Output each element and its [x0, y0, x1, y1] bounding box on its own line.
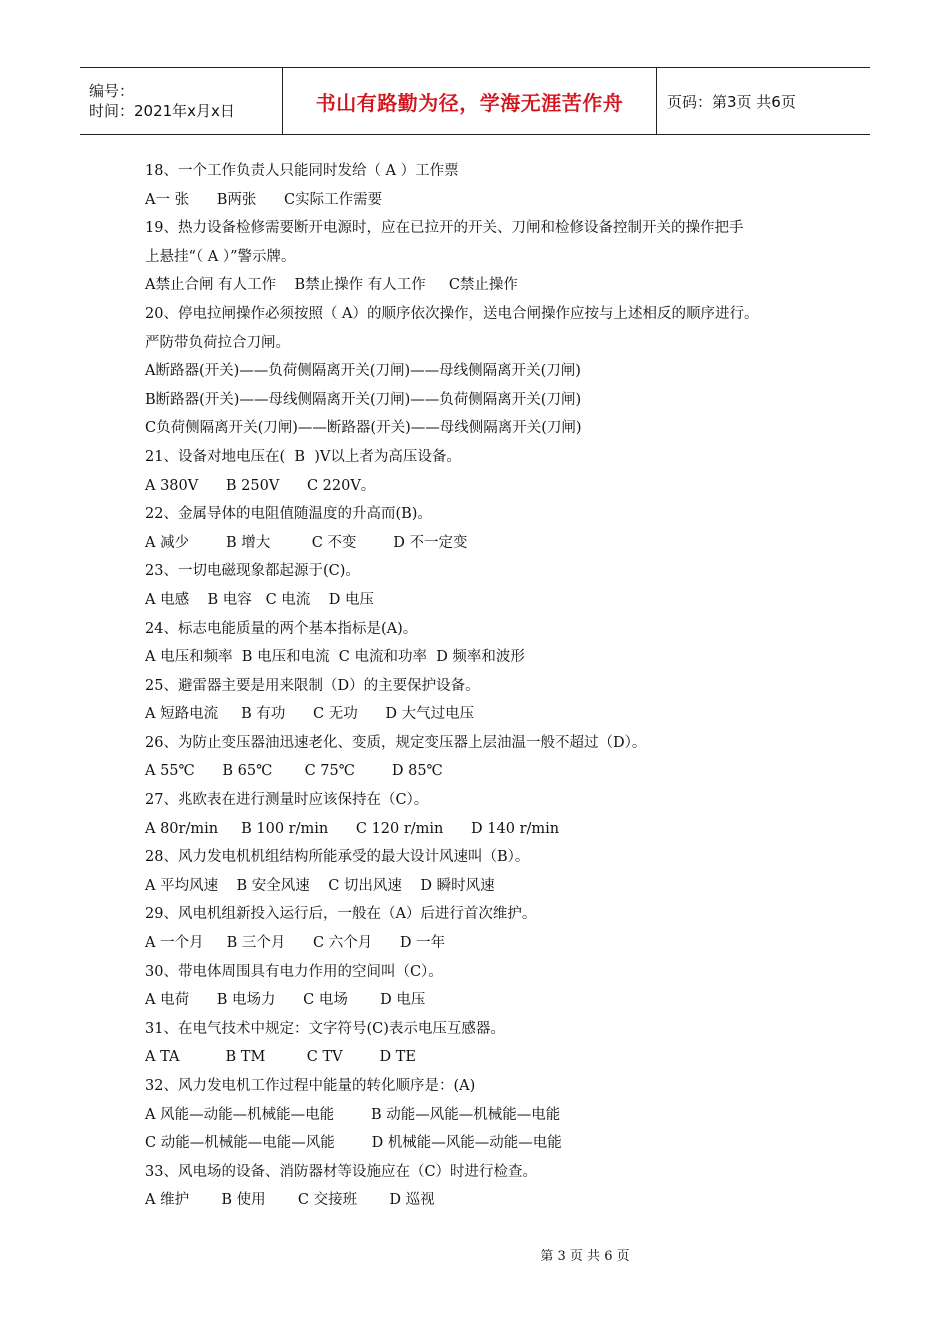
text-line: B断路器(开关)——母线侧隔离开关(刀闸)——负荷侧隔离开关(刀闸): [145, 391, 582, 408]
text-line: A 80r/min B 100 r/min C 120 r/min D 140 r/min: [145, 820, 560, 837]
header-right-cell: [657, 68, 870, 134]
text-line: 26、为防止变压器油迅速老化、变质，规定变压器上层油温一般不超过（D）。: [145, 734, 647, 751]
header-motto-cell: [282, 68, 657, 134]
text-line: 30、带电体周围具有电力作用的空间叫（C）。: [145, 963, 443, 980]
text-line: A 平均风速 B 安全风速 C 切出风速 D 瞬时风速: [145, 877, 495, 894]
text-line: 32、风力发电机工作过程中能量的转化顺序是：(A): [145, 1078, 476, 1094]
text-line: A断路器(开关)——负荷侧隔离开关(刀闸)——母线侧隔离开关(刀闸): [145, 363, 581, 380]
question-list: [145, 157, 835, 1215]
text-line: A 电荷 B 电场力 C 电场 D 电压: [145, 992, 426, 1009]
text-line: 19、热力设备检修需要断开电源时，应在已拉开的开关、刀闸和检修设备控制开关的操作把手: [145, 220, 744, 237]
header-motto: 书山有路勤为径，学海无涯苦作舟: [315, 90, 624, 115]
text-line: 上悬挂“（ A ）”警示牌。: [145, 248, 296, 265]
text-line: 22、金属导体的电阻值随温度的升高而(B)。: [145, 506, 432, 523]
text-line: A 维护 B 使用 C 交接班 D 巡视: [145, 1192, 435, 1209]
document-number-label: 编号：: [89, 82, 135, 100]
text-line: 18、一个工作负责人只能同时发给（ A ）工作票: [145, 163, 459, 179]
text-line: 21、设备对地电压在( B )V以上者为高压设备。: [145, 448, 461, 465]
text-line: 33、风电场的设备、消防器材等设施应在（C）时进行检查。: [145, 1163, 538, 1180]
text-line: A 电压和频率 B 电压和电流 C 电流和功率 D 频率和波形: [145, 649, 525, 666]
text-line: 28、风力发电机机组结构所能承受的最大设计风速叫（B）。: [145, 849, 530, 866]
text-line: A 风能—动能—机械能—电能 B 动能—风能—机械能—电能: [145, 1106, 561, 1123]
text-line: A 一个月 B 三个月 C 六个月 D 一年: [145, 935, 446, 952]
text-line: 25、避雷器主要是用来限制（D）的主要保护设备。: [145, 677, 480, 694]
text-line: 29、风电机组新投入运行后，一般在（A）后进行首次维护。: [145, 906, 537, 923]
text-line: 31、在电气技术中规定：文字符号(C)表示电压互感器。: [145, 1020, 505, 1037]
text-line: A 380V B 250V C 220V。: [145, 477, 376, 494]
text-line: A TA B TM C TV D TE: [145, 1049, 416, 1066]
page-header: [80, 67, 870, 135]
page-footer: 第 3 页 共 6 页: [540, 1249, 630, 1264]
text-line: 20、停电拉闸操作必须按照（ A）的顺序依次操作，送电合闸操作应按与上述相反的顺序进行。: [145, 305, 759, 322]
text-line: A 减少 B 增大 C 不变 D 不一定变: [145, 534, 468, 551]
header-page-label: 页码：第3页 共6页: [667, 92, 796, 111]
text-line: 24、标志电能质量的两个基本指标是(A)。: [145, 620, 418, 637]
text-line: A一 张 B两张 C实际工作需要: [145, 191, 383, 208]
document-time-label: 时间：2021年x月x日: [89, 102, 235, 120]
header-left-cell: [80, 68, 282, 134]
text-line: 23、一切电磁现象都起源于(C)。: [145, 563, 360, 580]
text-line: 27、兆欧表在进行测量时应该保持在（C）。: [145, 792, 429, 809]
text-line: C 动能—机械能—电能—风能 D 机械能—风能—动能—电能: [145, 1135, 562, 1152]
text-line: 严防带负荷拉合刀闸。: [145, 334, 290, 351]
text-line: A禁止合闸 有人工作 B禁止操作 有人工作 C禁止操作: [145, 277, 518, 294]
text-line: A 短路电流 B 有功 C 无功 D 大气过电压: [145, 706, 475, 723]
text-line: C负荷侧隔离开关(刀闸)——断路器(开关)——母线侧隔离开关(刀闸): [145, 420, 582, 437]
text-line: A 电感 B 电容 C 电流 D 电压: [145, 591, 374, 608]
text-line: A 55℃ B 65℃ C 75℃ D 85℃: [145, 763, 443, 780]
